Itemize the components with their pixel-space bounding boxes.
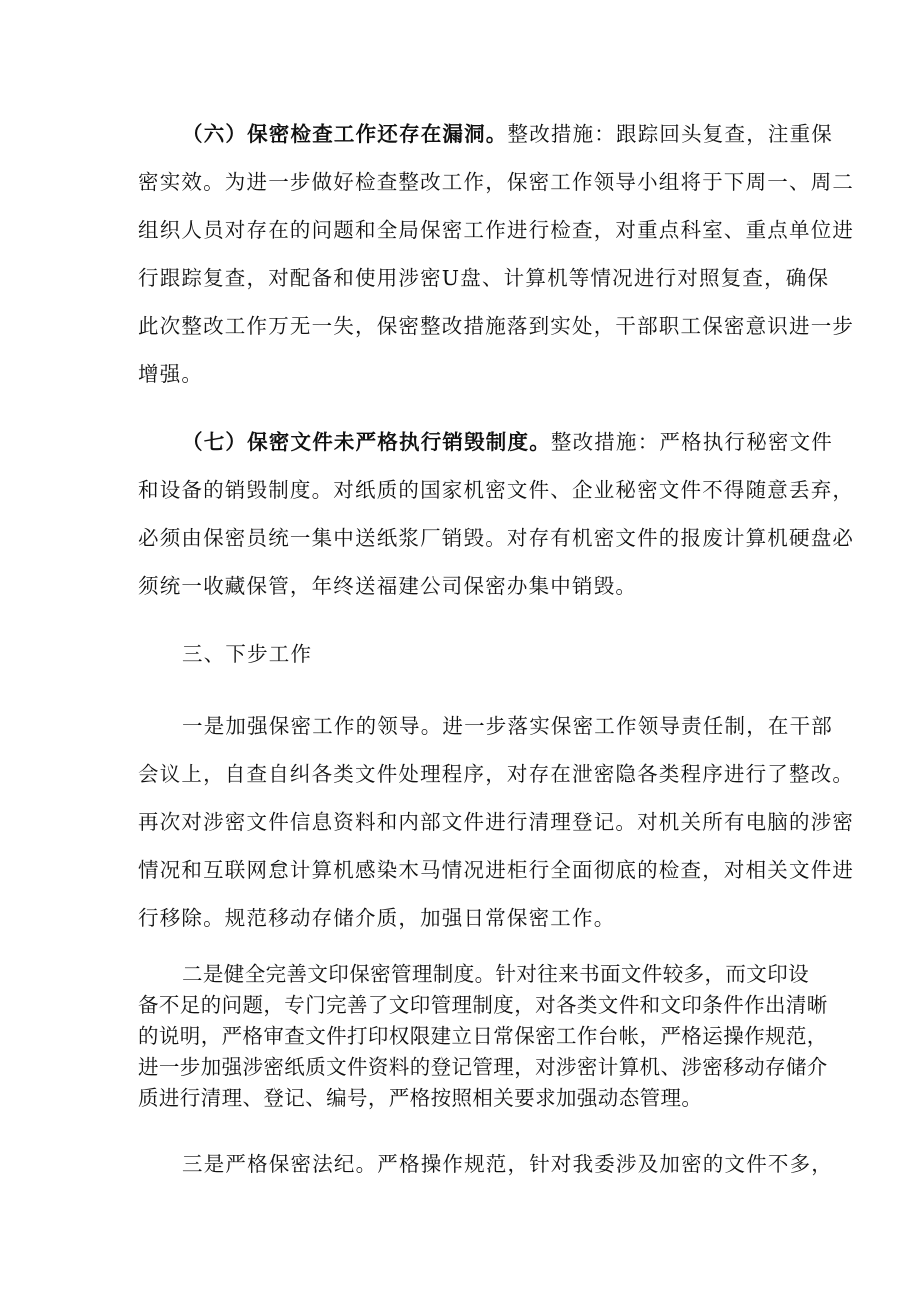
paragraph-work-3 — [138, 1140, 833, 1188]
paragraph-line: 组织人员对存在的问题和全局保密工作进行检查，对重点科室、重点单位进 — [138, 218, 855, 242]
paragraph-work-2 — [138, 959, 828, 1114]
paragraph-line: 增强。 — [138, 362, 204, 386]
paragraph-line: 必须由保密员统一集中送纸浆厂销毁。对存有机密文件的报废计算机硬盘必 — [138, 526, 855, 550]
paragraph-line: 三是严格保密法纪。严格操作规范，针对我委涉及加密的文件不多， — [182, 1152, 833, 1176]
paragraph-line: 会议上，自查自纠各类文件处理程序，对存在泄密隐各类程序进行了整改。 — [138, 762, 855, 786]
paragraph-line: 进一步加强涉密纸质文件资料的登记管理，对涉密计算机、涉密移动存储介 — [138, 1055, 828, 1079]
section-3-heading — [138, 630, 790, 678]
paragraph-line: 再次对涉密文件信息资料和内部文件进行清理登记。对机关所有电脑的涉密 — [138, 810, 855, 834]
paragraph-line: 质进行清理、登记、编号，严格按照相关要求加强动态管理。 — [138, 1086, 703, 1110]
paragraph-line: 情况和互联网怠计算机感染木马情况进柜行全面彻底的检查，对相关文件进 — [138, 858, 855, 882]
paragraph-line: 和设备的销毁制度。对纸质的国家机密文件、企业秘密文件不得随意丢弃， — [138, 478, 855, 502]
item-6-heading: （六）保密检查工作还存在漏洞。 — [182, 122, 508, 146]
paragraph-line — [138, 418, 834, 466]
section-title: 三、下步工作 — [182, 642, 313, 666]
paragraph-item-6 — [138, 110, 855, 398]
paragraph-line: 须统一收藏保管，年终送福建公司保密办集中销毁。 — [138, 574, 638, 598]
paragraph-line: 一是加强保密工作的领导。进一步落实保密工作领导责任制，在干部 — [182, 714, 833, 738]
item-7-intro: 整改措施：严格执行秘密文件 — [550, 430, 834, 454]
paragraph-item-7 — [138, 418, 855, 610]
item-7-heading: （七）保密文件未严格执行销毁制度。 — [182, 430, 551, 454]
paragraph-line: 二是健全完善文印保密管理制度。针对往来书面文件较多，而文印设 — [182, 962, 809, 986]
paragraph-line: 的说明，严格审查文件打印权限建立日常保密工作台帐，严格运操作规范， — [138, 1024, 828, 1048]
paragraph-line: 此次整改工作万无一失，保密整改措施落到实处，干部职工保密意识进一步 — [138, 314, 855, 338]
paragraph-line — [138, 110, 833, 158]
paragraph-line: 行跟踪复查，对配备和使用涉密U盘、计算机等情况进行对照复查，确保 — [138, 266, 830, 290]
paragraph-work-1 — [138, 702, 855, 942]
paragraph-line: 密实效。为进一步做好检查整改工作，保密工作领导小组将于下周一、周二 — [138, 170, 855, 194]
item-6-intro: 整改措施：跟踪回头复查，注重保 — [507, 122, 833, 146]
paragraph-line: 行移除。规范移动存储介质，加强日常保密工作。 — [138, 906, 616, 930]
paragraph-line: 备不足的问题，专门完善了文印管理制度，对各类文件和文印条件作出清晰 — [138, 993, 828, 1017]
